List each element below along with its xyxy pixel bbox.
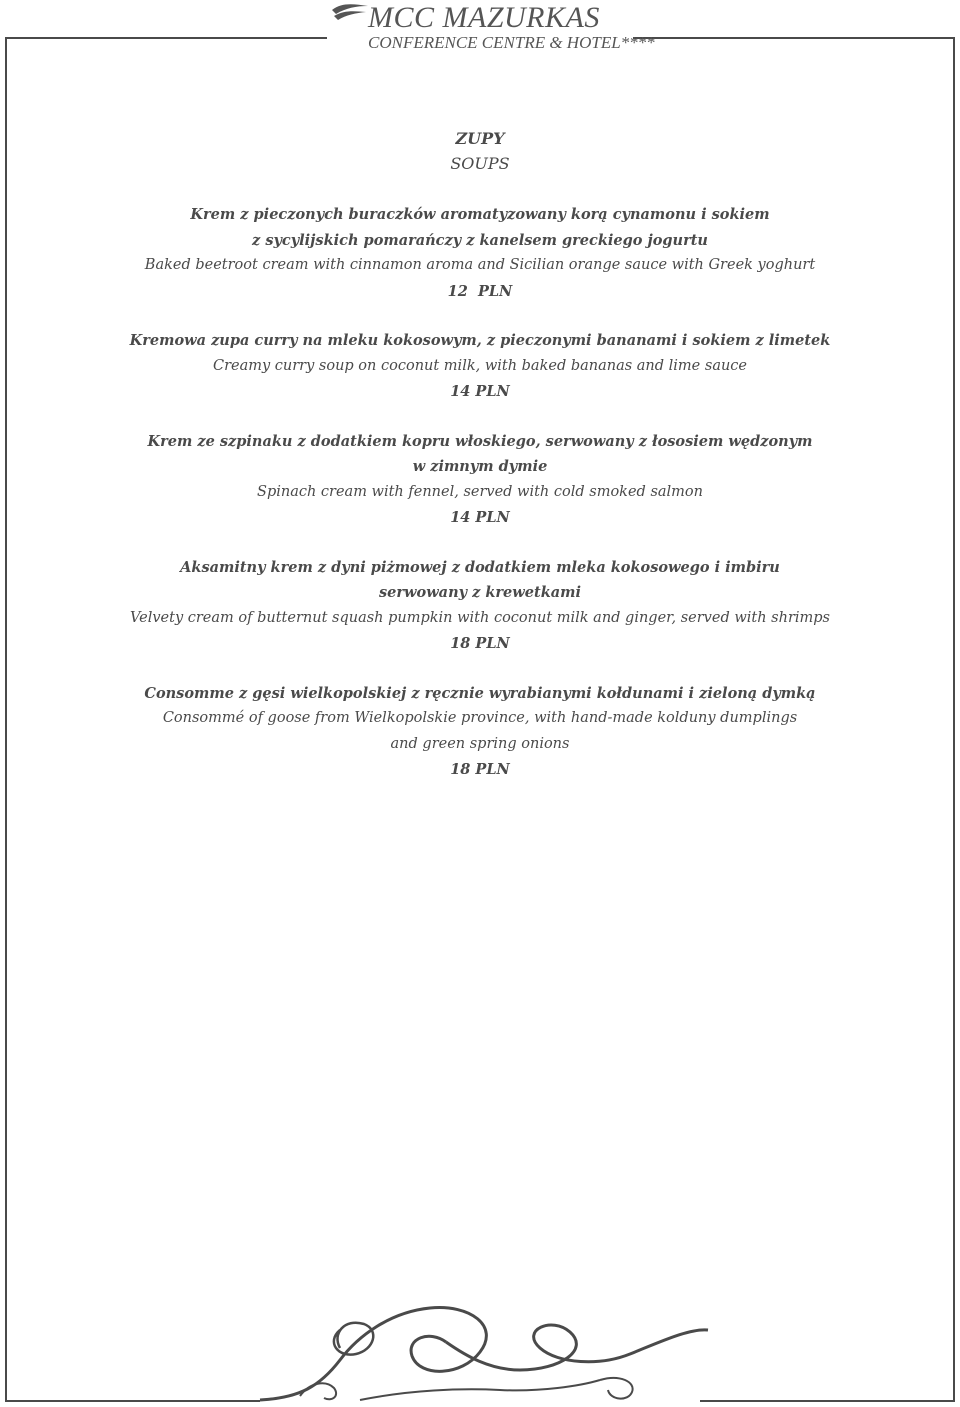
menu-item xyxy=(0,555,960,657)
dish-name-en: Spinach cream with fennel, served with cold smoked salmon xyxy=(257,483,703,500)
dish-name-en: Baked beetroot cream with cinnamon aroma and Sicilian orange sauce with Greek yoghurt xyxy=(144,257,816,273)
wave-swoosh-icon xyxy=(330,2,370,26)
menu-item xyxy=(0,429,960,531)
dish-name-pl: Krem ze szpinaku z dodatkiem kopru włoskiego, serwowany z łososiem wędzonym xyxy=(147,432,813,450)
frame-bottom-left xyxy=(5,1400,260,1402)
frame-top-right xyxy=(633,37,955,39)
dish-name-en: and green spring onions xyxy=(390,735,570,752)
frame-bottom-right xyxy=(700,1400,955,1402)
section-title: ZUPY xyxy=(455,129,505,148)
dish-price: 12 PLN xyxy=(447,282,513,300)
dish-price: 14 PLN xyxy=(450,383,510,400)
brand-subtitle: CONFERENCE CENTRE & HOTEL**** xyxy=(368,33,655,52)
dish-name-en: Velvety cream of butternut squash pumpkin with coconut milk and ginger, served with shrimps xyxy=(130,609,830,626)
flourish-ornament-icon xyxy=(240,1290,720,1407)
dish-name-en: Consommé of goose from Wielkopolskie province, with hand-made kolduny dumplings xyxy=(162,710,798,726)
menu-item xyxy=(0,202,960,304)
dish-name-pl: Krem z pieczonych buraczków aromatyzowany korą cynamonu i sokiem xyxy=(190,206,770,223)
frame-top-left xyxy=(5,37,327,39)
menu-content xyxy=(0,126,960,807)
dish-name-pl: z sycylijskich pomarańczy z kanelsem greckiego jogurtu xyxy=(252,231,708,249)
dish-name-pl: Aksamitny krem z dyni piżmowej z dodatkiem mleka kokosowego i imbiru xyxy=(180,558,780,576)
dish-price: 14 PLN xyxy=(450,509,510,526)
dish-price: 18 PLN xyxy=(450,635,510,652)
brand-name: MCC MAZURKAS xyxy=(368,1,600,34)
dish-name-en: Creamy curry soup on coconut milk, with baked bananas and lime sauce xyxy=(212,357,747,374)
dish-name-pl: serwowany z krewetkami xyxy=(379,584,581,601)
menu-item xyxy=(0,681,960,783)
dish-name-pl: Kremowa zupa curry na mleku kokosowym, z pieczonymi bananami i sokiem z limetek xyxy=(129,332,831,349)
section-subtitle: SOUPS xyxy=(450,154,510,173)
dish-price: 18 PLN xyxy=(450,761,510,778)
dish-name-pl: Consomme z gęsi wielkopolskiej z ręcznie wyrabianymi kołdunami i zieloną dymką xyxy=(144,684,816,702)
hotel-logo xyxy=(330,0,655,56)
menu-item xyxy=(0,328,960,405)
dish-name-pl: w zimnym dymie xyxy=(412,458,548,475)
